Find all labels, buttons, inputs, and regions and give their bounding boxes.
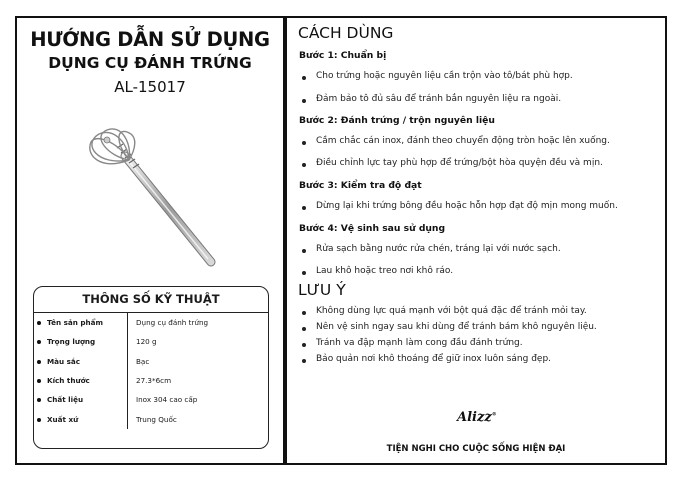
- step-title: Bước 2: Đánh trứng / trộn nguyên liệu: [299, 115, 495, 126]
- spec-value: Dụng cụ đánh trứng: [136, 318, 209, 328]
- list-item: Điều chỉnh lực tay phù hợp để trứng/bột hòa quyện đều và mịn.: [316, 158, 603, 168]
- notes-heading: LƯU Ý: [298, 281, 346, 299]
- model-code: AL-15017: [114, 78, 186, 96]
- list-item: Nên vệ sinh ngay sau khi dùng để tránh bám khô nguyên liệu.: [316, 322, 597, 332]
- spec-key: Xuất xứ: [47, 414, 79, 424]
- slogan: TIỆN NGHI CHO CUỘC SỐNG HIỆN ĐẠI: [386, 444, 566, 454]
- list-item: Bảo quản nơi khô thoáng để giữ inox luôn sáng đẹp.: [316, 354, 552, 364]
- whisk-image: [77, 126, 227, 276]
- list-item: Rửa sạch bằng nước rửa chén, tráng lại với nước sạch.: [316, 244, 561, 254]
- list-item: Không dùng lực quá mạnh với bột quá đặc để tránh mỏi tay.: [316, 306, 587, 316]
- spec-value: 120 g: [136, 337, 157, 347]
- list-item: Lau khô hoặc treo nơi khô ráo.: [316, 266, 454, 276]
- list-item: Dừng lại khi trứng bông đều hoặc hỗn hợp đạt độ mịn mong muốn.: [316, 201, 618, 211]
- table-row: [34, 313, 268, 332]
- bullet-icon: [37, 418, 41, 422]
- spec-box: [33, 286, 269, 449]
- spec-key: Màu sắc: [47, 356, 81, 366]
- list-item: Tránh va đập mạnh làm cong đầu đánh trứng.: [316, 338, 523, 348]
- usage-heading: CÁCH DÙNG: [298, 24, 394, 42]
- table-row: [34, 390, 268, 409]
- right-panel: [285, 16, 667, 465]
- spec-key: Tên sản phẩm: [47, 318, 104, 328]
- table-row: [34, 371, 268, 390]
- spec-value: Inox 304 cao cấp: [136, 395, 198, 405]
- brand-logo: Alizz®: [457, 410, 497, 425]
- spec-value: Trung Quốc: [136, 414, 177, 424]
- list-item: Cầm chắc cán inox, đánh theo chuyển động tròn hoặc lên xuống.: [316, 136, 610, 146]
- bullet-icon: [37, 398, 41, 402]
- product-name: DỤNG CỤ ĐÁNH TRỨNG: [48, 54, 252, 72]
- bullet-icon: [37, 379, 41, 383]
- step-title: Bước 3: Kiểm tra độ đạt: [299, 180, 422, 191]
- table-row: [34, 352, 268, 371]
- step-title: Bước 1: Chuẩn bị: [299, 50, 387, 61]
- bullet-icon: [37, 340, 41, 344]
- spec-value: 27.3*6cm: [136, 376, 172, 386]
- list-item: Đảm bảo tô đủ sâu để tránh bắn nguyên liệu ra ngoài.: [316, 94, 562, 104]
- table-row: [34, 409, 268, 428]
- step-title: Bước 4: Vệ sinh sau sử dụng: [299, 223, 446, 234]
- spec-key: Chất liệu: [47, 395, 84, 405]
- left-panel: [15, 16, 285, 465]
- spec-key: Trọng lượng: [47, 337, 96, 347]
- spec-key: Kích thước: [47, 376, 90, 386]
- spec-heading: THÔNG SỐ KỸ THUẬT: [34, 287, 268, 313]
- spec-table: [34, 313, 268, 429]
- bullet-icon: [37, 360, 41, 364]
- list-item: Cho trứng hoặc nguyên liệu cần trộn vào tô/bát phù hợp.: [316, 71, 573, 81]
- table-row: [34, 332, 268, 351]
- spec-value: Bạc: [136, 356, 150, 366]
- bullet-icon: [37, 321, 41, 325]
- page-title: HƯỚNG DẪN SỬ DỤNG: [30, 28, 270, 51]
